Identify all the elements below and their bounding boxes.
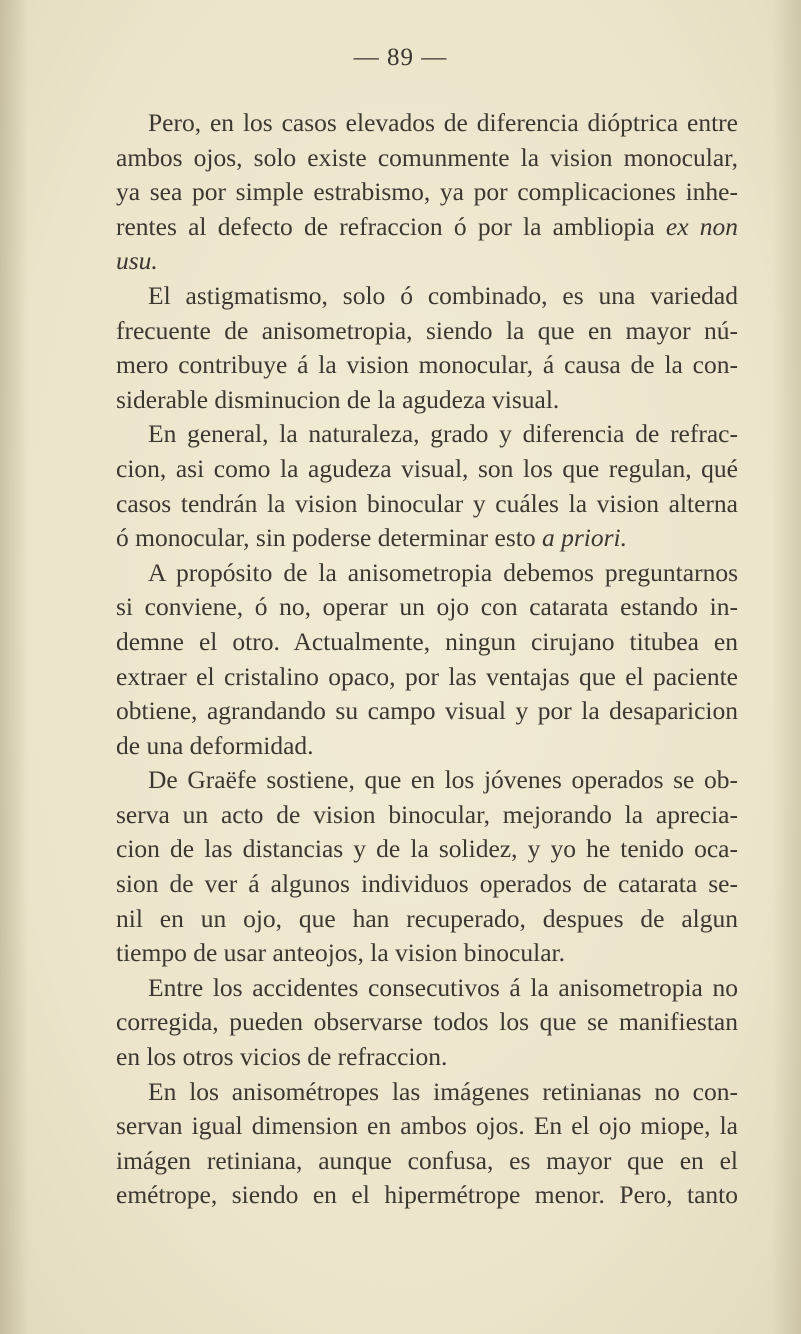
text-line: demne el otro. Actualmente, ningun cirujano titubea en — [116, 626, 738, 656]
page-edge-shadow-left — [0, 0, 28, 1334]
text-line: cion de las distancias y de la solidez, y yo he tenido oca- — [116, 834, 738, 864]
paragraph-1 — [84, 106, 738, 279]
body-text — [84, 106, 738, 1213]
text-line: mero contribuye á la vision monocular, á causa de la con- — [116, 350, 738, 380]
text-line: ambos ojos, solo existe comunmente la vision monocular, — [116, 142, 738, 172]
text-line: nil en un ojo, que han recuperado, despues de algun — [116, 903, 738, 933]
text-fragment: rentes al defecto de refraccion ó por la ambliopia — [116, 211, 655, 241]
page-edge-shadow-right — [773, 0, 801, 1334]
paragraph-5 — [84, 763, 738, 971]
text-line: Entre los accidentes consecutivos á la anisometropia no — [148, 972, 738, 1002]
paragraph-7 — [84, 1075, 738, 1213]
paragraph-4 — [84, 556, 738, 764]
text-line — [84, 521, 738, 556]
text-line: corregida, pueden observarse todos los que se manifiestan — [116, 1007, 738, 1037]
text-line: de una deformidad. — [116, 730, 314, 760]
paragraph-3 — [84, 417, 738, 555]
text-line: extraer el cristalino opaco, por las ventajas que el paciente — [116, 661, 738, 691]
text-line: frecuente de anisometropia, siendo la que en mayor nú- — [116, 315, 738, 345]
text-line: De Graëfe sostiene, que en los jóvenes operados se ob- — [148, 765, 738, 795]
text-line: En los anisométropes las imágenes retinianas no con- — [148, 1076, 738, 1106]
text-line — [84, 244, 738, 279]
text-line: casos tendrán la vision binocular y cuáles la vision alterna — [116, 488, 738, 518]
text-line — [84, 210, 738, 245]
text-line: en los otros vicios de refraccion. — [116, 1042, 448, 1072]
text-line: ya sea por simple estrabismo, ya por complicaciones inhe- — [116, 177, 738, 207]
text-line: El astigmatismo, solo ó combinado, es una variedad — [148, 280, 738, 310]
text-line: si conviene, ó no, operar un ojo con catarata estando in- — [116, 592, 738, 622]
text-line: cion, asi como la agudeza visual, son los que regulan, qué — [116, 453, 738, 483]
text-line: imágen retiniana, aunque confusa, es mayor que en el — [116, 1145, 738, 1175]
paragraph-2 — [84, 279, 738, 417]
italic-phrase-part-1: ex non — [665, 211, 739, 241]
text-line: A propósito de la anisometropia debemos preguntarnos — [148, 557, 738, 587]
italic-phrase-part-2: usu. — [116, 246, 158, 276]
text-line: siderable disminucion de la agudeza visual. — [116, 384, 560, 414]
text-line: obtiene, agrandando su campo visual y por la desaparicion — [116, 696, 738, 726]
italic-phrase: a priori. — [541, 523, 628, 553]
text-line: serva un acto de vision binocular, mejorando la aprecia- — [116, 799, 738, 829]
text-line: En general, la naturaleza, grado y diferencia de refrac- — [148, 419, 738, 449]
text-fragment: ó monocular, sin poderse determinar esto — [116, 523, 536, 553]
text-line: emétrope, siendo en el hipermétrope menor. Pero, tanto — [116, 1180, 738, 1210]
text-line: tiempo de usar anteojos, la vision binocular. — [116, 938, 565, 968]
text-line: sion de ver á algunos individuos operados de catarata se- — [116, 869, 738, 899]
paragraph-6 — [84, 971, 738, 1075]
text-line: servan igual dimension en ambos ojos. En el ojo miope, la — [116, 1111, 738, 1141]
text-line: Pero, en los casos elevados de diferencia dióptrica entre — [148, 108, 738, 137]
page-number: — 89 — — [353, 44, 448, 71]
